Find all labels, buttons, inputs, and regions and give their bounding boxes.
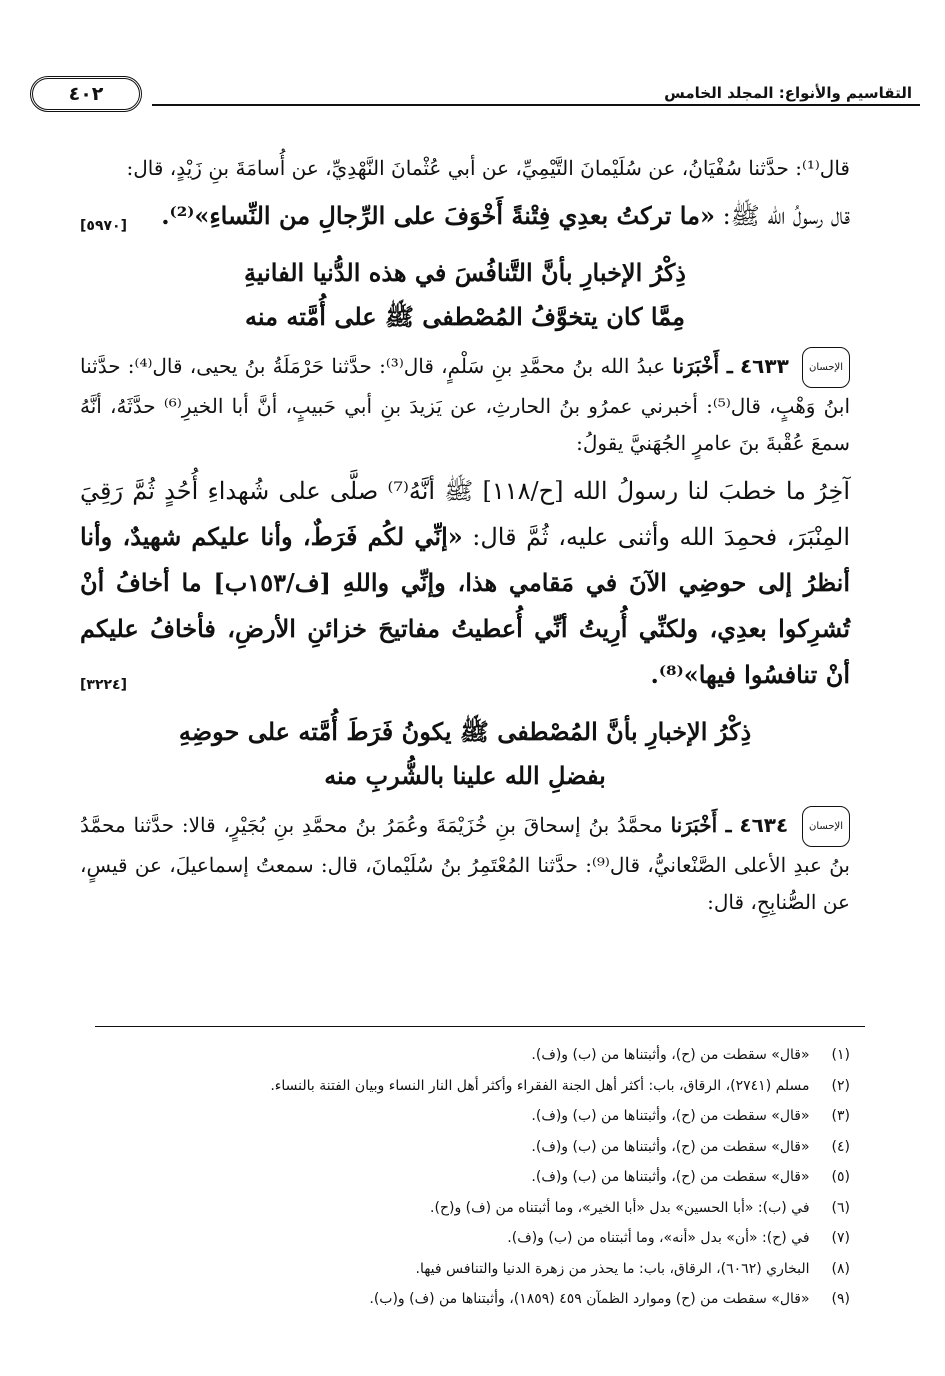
hadith-intro: قال رسولُ الله ﷺ: <box>722 202 850 230</box>
isnad-text: عبدُ الله بنُ محمَّدِ بنِ سَلْمٍ، قال⁽³⁾: حدَّثنا حَرْمَلَةُ بنُ يحيى، قال⁽⁴⁾: حدَّثنا ابنُ وَهْبٍ، قال⁽⁵⁾: أخبرني عمرُو بنُ الحارثِ، عن يَزيدَ بنِ أبي حَبيبٍ، أنَّ أبا الخيرِ⁽⁶⁾ حدَّثَهُ، أنَّهُ سمعَ عُقْبةَ بنَ عامرٍ الجُهَنيَّ يقولُ: <box>80 354 850 455</box>
footnote: (٦) في (ب): «أبا الحسين» بدل «أبا الخير»، وما أثبتناه من (ف) و(ح). <box>430 1199 850 1216</box>
footnote: (٢) مسلم (٢٧٤١)، الرقاق، باب: أكثر أهل الجنة الفقراء وأكثر أهل النار النساء وبيان الفتنة بالنساء. <box>270 1077 850 1094</box>
hadith-text: «ما تركتُ بعدِي فِتْنةً أَخْوَفَ على الرِّجالِ من النِّساءِ»⁽²⁾. <box>161 201 715 230</box>
footnote: (٧) في (ح): «أن» بدل «أنه»، وما أثبتناه من (ب) و(ف). <box>507 1230 850 1246</box>
hadith-paragraph-1 <box>80 193 850 239</box>
hadith-reference-number: [٥٩٧٠] <box>80 218 127 234</box>
isnad-paragraph-1: قال⁽¹⁾: حدَّثنا سُفْيَانُ، عن سُلَيْمانَ التَّيْمِيِّ، عن أبي عُثْمانَ النَّهْدِيِّ، عن أُسامَةَ بنِ زَيْدٍ، قال: <box>126 156 850 180</box>
isnad-paragraph-3 <box>80 806 850 921</box>
isnad-paragraph-2 <box>80 347 850 462</box>
footnote: (٣) «قال» سقطت من (ح)، وأثبتناها من (ب) و(ف). <box>531 1108 850 1124</box>
footnote: (٨) البخاري (٦٠٦٢)، الرقاق، باب: ما يحذر من زهرة الدنيا والتنافس فيها. <box>415 1260 850 1277</box>
header-rule <box>152 104 920 106</box>
ihsan-badge: الإحسان <box>802 806 850 847</box>
chapter-heading-2: ذِكْرُ الإخبارِ بأنَّ المُصْطفى ﷺ يكونُ فَرَطَ أُمَّته على حوضِهِ بفضلِ الله علينا بالشُّربِ منه <box>178 717 752 790</box>
footnotes <box>90 1040 850 1315</box>
hadith-number: ٤٦٣٣ <box>739 354 789 378</box>
hadith-text: «إنِّي لكُم فَرَطٌ، وأنا عليكم شهيدٌ، وأنا أنظرُ إلى حوضِي الآنَ في مَقامي هذا، وإنِّي واللهِ [ف/١٥٣ب] ما أخافُ أنْ تُشرِكوا بعدِي، ولكنِّي أُرِيتُ أنِّي أُعطيتُ مفاتيحَ خزائنِ الأرضِ، فأخافُ عليكم أنْ تنافسُوا فيها»⁽⁸⁾. <box>80 522 851 689</box>
hadith-reference-number: [٣٢٢٤] <box>80 677 127 693</box>
hadith-intro: آخِرُ ما خطبَ لنا رسولُ الله [ح/١١٨] ﷺ أنَّهُ⁽⁷⁾ صلَّى على شُهداءِ أُحُدٍ ثُمَّ رَقِيَ المِنْبَرَ، فحمِدَ الله وأثنى عليه، ثُمَّ قال: <box>80 477 850 551</box>
akhbarana-label: ـ أَخْبَرَنا <box>672 354 733 378</box>
chapter-heading-1: ذِكْرُ الإخبارِ بأنَّ التَّنافُسَ في هذه الدُّنيا الفانيةِ مِمَّا كان يتخوَّفُ المُصْطفى ﷺ على أُمَّته منه <box>244 258 686 331</box>
footnote: (٤) «قال» سقطت من (ح)، وأثبتناها من (ب) و(ف). <box>531 1138 850 1155</box>
main-text <box>80 150 850 927</box>
hadith-paragraph-2 <box>80 468 850 698</box>
akhbarana-label: ـ أَخْبَرَنا <box>670 813 732 837</box>
isnad-text: محمَّدُ بنُ إسحاقَ بنِ خُزَيْمَةَ وعُمَرُ بنُ محمَّدِ بنِ بُجَيْرٍ، قالا: حدَّثنا محمَّدُ بنُ عبدِ الأعلى الصَّنْعانيُّ، قال⁽⁹⁾: حدَّثنا المُعْتَمِرُ بنُ سُلَيْمانَ، قال: سمعتُ إسماعيلَ، عن قيسٍ، عن الصُّنابِحِ، قال: <box>80 813 850 914</box>
page-header <box>30 76 920 116</box>
hadith-number: ٤٦٣٤ <box>739 813 789 837</box>
ihsan-badge: الإحسان <box>802 347 850 388</box>
footnote-rule <box>95 1026 865 1027</box>
running-title: التقاسيم والأنواع: المجلد الخامس <box>664 84 912 102</box>
footnote: (٩) «قال» سقطت من (ح) وموارد الظمآن ٤٥٩ (١٨٥٩)، وأثبتناها من (ف) و(ب). <box>369 1291 850 1307</box>
footnote: (١) «قال» سقطت من (ح)، وأثبتناها من (ب) و(ف). <box>531 1047 850 1063</box>
page-number: ٤٠٢ <box>30 76 142 112</box>
footnote: (٥) «قال» سقطت من (ح)، وأثبتناها من (ب) و(ف). <box>531 1169 850 1185</box>
